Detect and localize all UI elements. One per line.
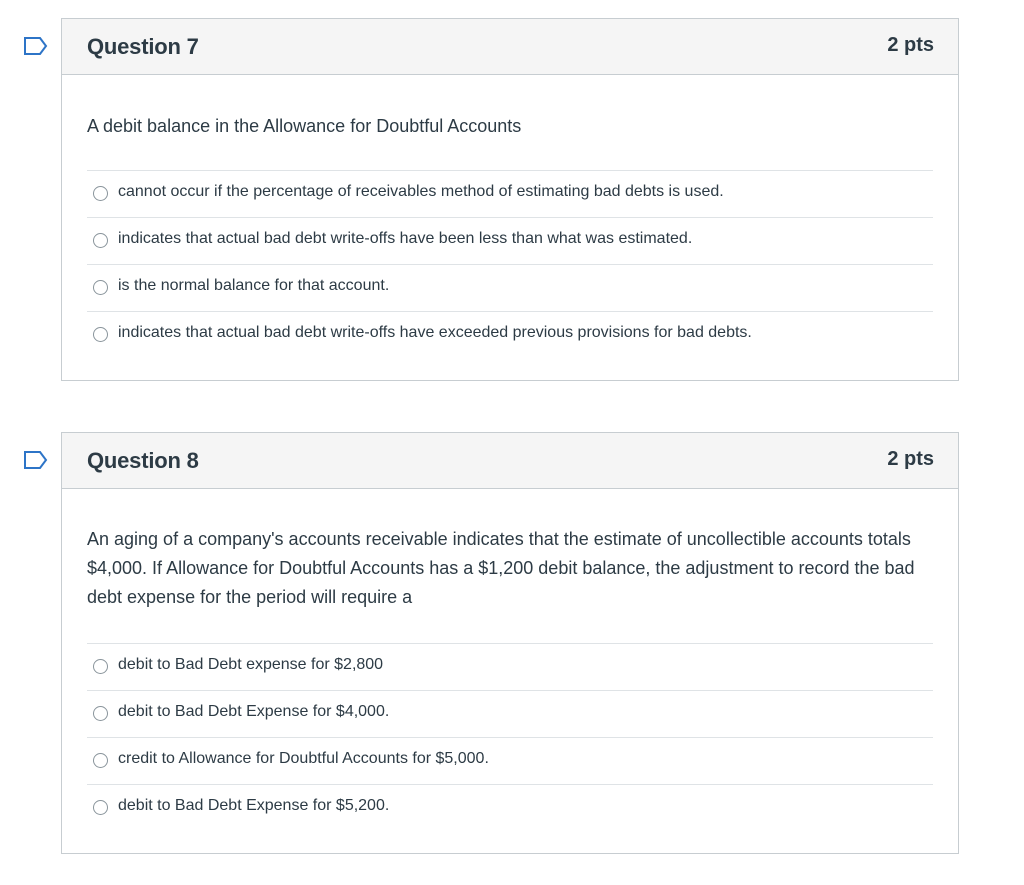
answer-option[interactable] xyxy=(87,644,933,691)
answer-label[interactable]: debit to Bad Debt expense for $2,800 xyxy=(118,656,384,673)
question-header xyxy=(62,19,958,75)
answer-label[interactable]: indicates that actual bad debt write-offs have been less than what was estimated. xyxy=(118,230,693,247)
question-text: An aging of a company's accounts receivable indicates that the estimate of uncollectible accounts totals $4,000. If Allowance for Doubtful Accounts has a $1,200 debit balance, the adjustment to record the bad debt expense for the period will require a xyxy=(87,529,915,607)
answer-list xyxy=(87,643,933,831)
answer-option[interactable] xyxy=(87,171,933,218)
question-points: 2 pts xyxy=(887,448,934,470)
answer-list xyxy=(87,170,933,358)
answer-label[interactable]: debit to Bad Debt Expense for $5,200. xyxy=(118,797,390,814)
radio-button[interactable] xyxy=(93,327,108,342)
radio-button[interactable] xyxy=(93,280,108,295)
question-7 xyxy=(61,18,959,381)
answer-label[interactable]: debit to Bad Debt Expense for $4,000. xyxy=(118,703,390,720)
answer-option[interactable] xyxy=(87,785,933,831)
question-text: A debit balance in the Allowance for Doubtful Accounts xyxy=(87,116,522,136)
answer-option[interactable] xyxy=(87,691,933,738)
question-8 xyxy=(61,432,959,854)
radio-button[interactable] xyxy=(93,800,108,815)
question-title: Question 8 xyxy=(87,448,199,473)
question-header xyxy=(62,433,958,489)
question-points: 2 pts xyxy=(887,34,934,56)
radio-button[interactable] xyxy=(93,233,108,248)
flag-question-icon[interactable] xyxy=(24,37,48,55)
flag-question-icon[interactable] xyxy=(24,451,48,469)
radio-button[interactable] xyxy=(93,753,108,768)
answer-label[interactable]: indicates that actual bad debt write-offs have exceeded previous provisions for bad debts. xyxy=(118,324,752,341)
radio-button[interactable] xyxy=(93,186,108,201)
answer-label[interactable]: cannot occur if the percentage of receivables method of estimating bad debts is used. xyxy=(118,183,724,200)
question-title: Question 7 xyxy=(87,34,199,59)
radio-button[interactable] xyxy=(93,706,108,721)
answer-label[interactable]: is the normal balance for that account. xyxy=(118,277,390,294)
answer-option[interactable] xyxy=(87,312,933,358)
answer-option[interactable] xyxy=(87,218,933,265)
answer-option[interactable] xyxy=(87,265,933,312)
answer-option[interactable] xyxy=(87,738,933,785)
answer-label[interactable]: credit to Allowance for Doubtful Accounts for $5,000. xyxy=(118,750,489,767)
radio-button[interactable] xyxy=(93,659,108,674)
